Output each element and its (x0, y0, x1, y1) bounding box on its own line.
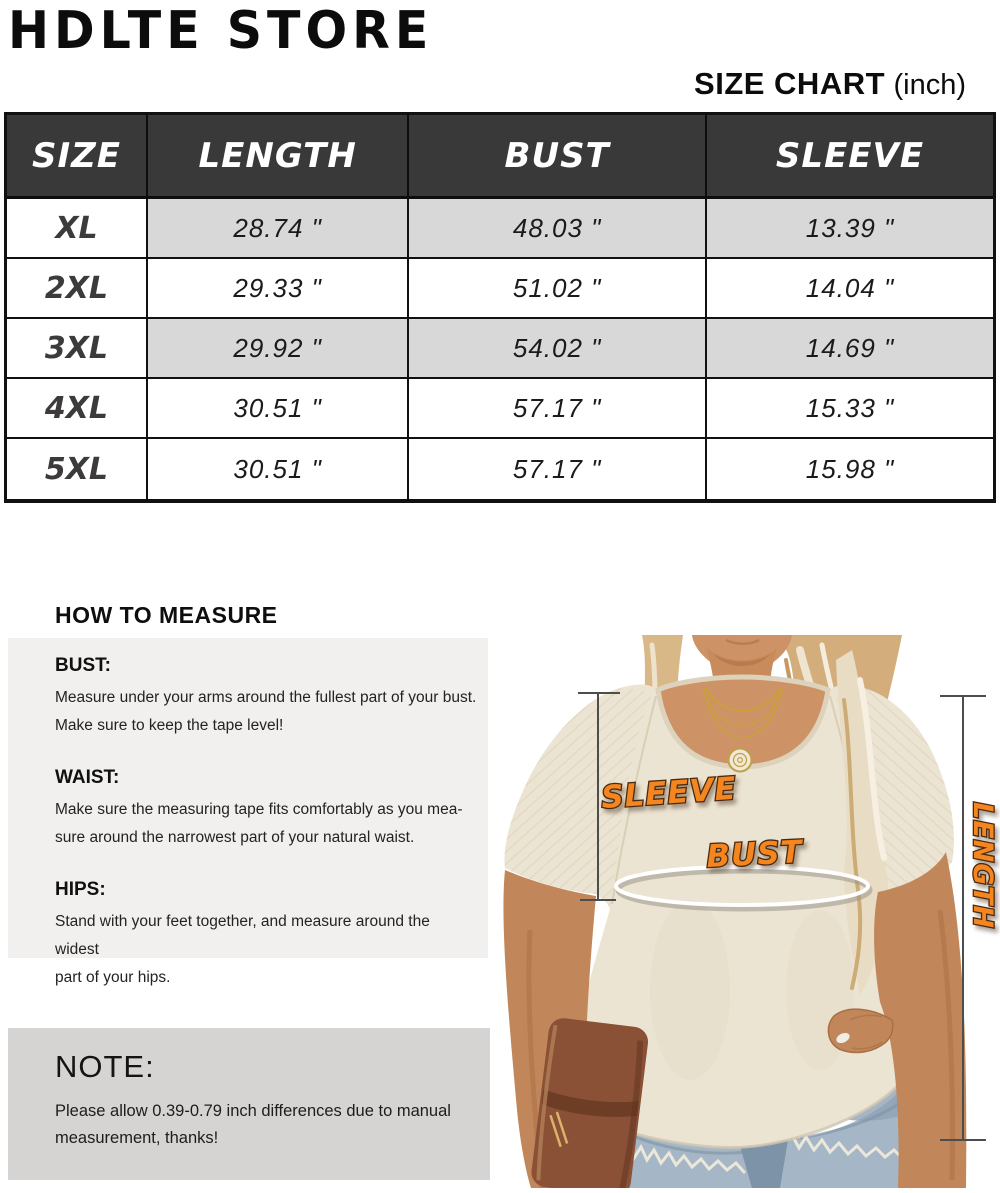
bust-value: 57.17 " (409, 379, 707, 439)
column-header-bust: BUST (409, 115, 707, 199)
note-text-line: measurement, thanks! (55, 1129, 219, 1147)
note-text-line: Please allow 0.39-0.79 inch differences due to manual (55, 1102, 451, 1120)
bust-value: 51.02 " (409, 259, 707, 319)
size-chart-title: SIZE CHART (694, 66, 886, 101)
measure-label: WAIST: (55, 767, 120, 788)
size-chart-heading (694, 66, 966, 102)
measure-text-line: Stand with your feet together, and measure around the widest (55, 913, 430, 958)
length-value: 29.92 " (148, 319, 409, 379)
size-value: 2XL (7, 259, 148, 319)
length-value: 30.51 " (148, 379, 409, 439)
note-label: NOTE: (55, 1049, 155, 1084)
measure-text-line: Measure under your arms around the fullest part of your bust. (55, 689, 477, 706)
table-row (7, 319, 993, 379)
measure-text-line: part of your hips. (55, 969, 171, 986)
table-header-row (7, 115, 993, 199)
column-header-sleeve: SLEEVE (707, 115, 993, 199)
model-photo (500, 590, 1000, 1188)
length-label: LENGTH (967, 802, 998, 929)
length-value: 29.33 " (148, 259, 409, 319)
bust-label: BUST (705, 833, 804, 875)
size-value: 3XL (7, 319, 148, 379)
column-header-length: LENGTH (148, 115, 409, 199)
sleeve-value: 13.39 " (707, 199, 993, 259)
column-header-size: SIZE (7, 115, 148, 199)
bust-value: 48.03 " (409, 199, 707, 259)
measure-text-line: Make sure to keep the tape level! (55, 717, 284, 734)
length-value: 28.74 " (148, 199, 409, 259)
measure-label: BUST: (55, 655, 111, 676)
size-chart-unit: (inch) (893, 69, 966, 101)
length-value: 30.51 " (148, 439, 409, 499)
sleeve-value: 14.04 " (707, 259, 993, 319)
size-value: 5XL (7, 439, 148, 499)
size-value: 4XL (7, 379, 148, 439)
measure-text-line: Make sure the measuring tape fits comfortably as you mea- (55, 801, 463, 818)
sleeve-value: 15.33 " (707, 379, 993, 439)
bust-value: 57.17 " (409, 439, 707, 499)
measure-item-waist (55, 767, 478, 852)
table-row (7, 379, 993, 439)
measure-text-line: sure around the narrowest part of your natural waist. (55, 829, 415, 846)
how-to-measure-panel (8, 638, 488, 986)
size-value: XL (7, 199, 148, 259)
table-row (7, 439, 993, 499)
table-row (7, 259, 993, 319)
note-panel (8, 1028, 490, 1180)
note-body (55, 1098, 480, 1152)
store-title: HDLTE STORE (8, 0, 434, 61)
measure-item-hips (55, 879, 478, 992)
bust-value: 54.02 " (409, 319, 707, 379)
measure-item-bust (55, 655, 478, 740)
size-chart-table (4, 112, 996, 503)
clutch-bag (530, 1017, 650, 1188)
table-row (7, 199, 993, 259)
sleeve-value: 15.98 " (707, 439, 993, 499)
how-to-measure-title: HOW TO MEASURE (55, 602, 278, 628)
sleeve-value: 14.69 " (707, 319, 993, 379)
model-photo-figure (500, 590, 1000, 1188)
sleeve-label: SLEEVE (600, 770, 738, 816)
measure-label: HIPS: (55, 879, 106, 900)
